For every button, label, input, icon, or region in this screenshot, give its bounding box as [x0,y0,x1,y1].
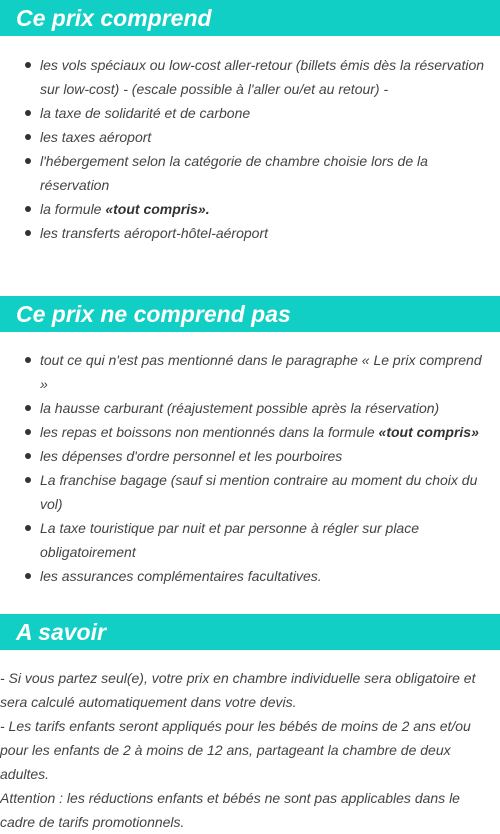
bold-formula: «tout compris» [105,201,206,217]
info-line: - Si vous partez seul(e), votre prix en chambre individuelle sera obligatoire et sera calculé automatiquement dans votre devis. [0,670,476,710]
excluded-list [0,348,500,588]
bullet-icon [25,525,31,531]
list-item: La taxe touristique par nuit et par personne à régler sur place obligatoirement [0,516,500,564]
bold-formula: «tout compris» [378,424,479,440]
excluded-section [0,296,500,332]
bullet-icon [25,357,31,363]
info-line: - Les tarifs enfants seront appliqués pour les bébés de moins de 2 ans et/ou pour les enfants de 2 à moins de 12 ans, partageant la chambre de deux adultes. [0,718,471,782]
bullet-icon [25,110,31,116]
list-item: les dépenses d'ordre personnel et les pourboires [0,444,500,468]
bullet-icon [25,453,31,459]
list-item: les assurances complémentaires facultatives. [0,564,500,588]
info-text [0,666,500,834]
bullet-icon [25,62,31,68]
info-header: A savoir [0,614,500,650]
excluded-header: Ce prix ne comprend pas [0,296,500,332]
included-list [0,53,500,245]
list-item: la taxe de solidarité et de carbone [0,101,500,125]
info-section [0,614,500,650]
list-item: tout ce qui n'est pas mentionné dans le paragraphe « Le prix comprend » [0,348,500,396]
list-item: la hausse carburant (réajustement possible après la réservation) [0,396,500,420]
bullet-icon [25,158,31,164]
list-item: les repas et boissons non mentionnés dans la formule «tout compris» [0,420,500,444]
included-section [0,0,500,36]
included-header: Ce prix comprend [0,0,500,36]
list-item: La franchise bagage (sauf si mention contraire au moment du choix du vol) [0,468,500,516]
list-item: les vols spéciaux ou low-cost aller-retour (billets émis dès la réservation sur low-cost) - (escale possible à l'aller ou/et au retour) - [0,53,500,101]
list-item: les taxes aéroport [0,125,500,149]
list-item: la formule «tout compris». [0,197,500,221]
bullet-icon [25,429,31,435]
list-item: les transferts aéroport-hôtel-aéroport [0,221,500,245]
bullet-icon [25,573,31,579]
bullet-icon [25,206,31,212]
bullet-icon [25,405,31,411]
bullet-icon [25,230,31,236]
bullet-icon [25,134,31,140]
list-item: l'hébergement selon la catégorie de chambre choisie lors de la réservation [0,149,500,197]
bullet-icon [25,477,31,483]
info-line: Attention : les réductions enfants et bébés ne sont pas applicables dans le cadre de tarifs promotionnels. [0,790,460,830]
